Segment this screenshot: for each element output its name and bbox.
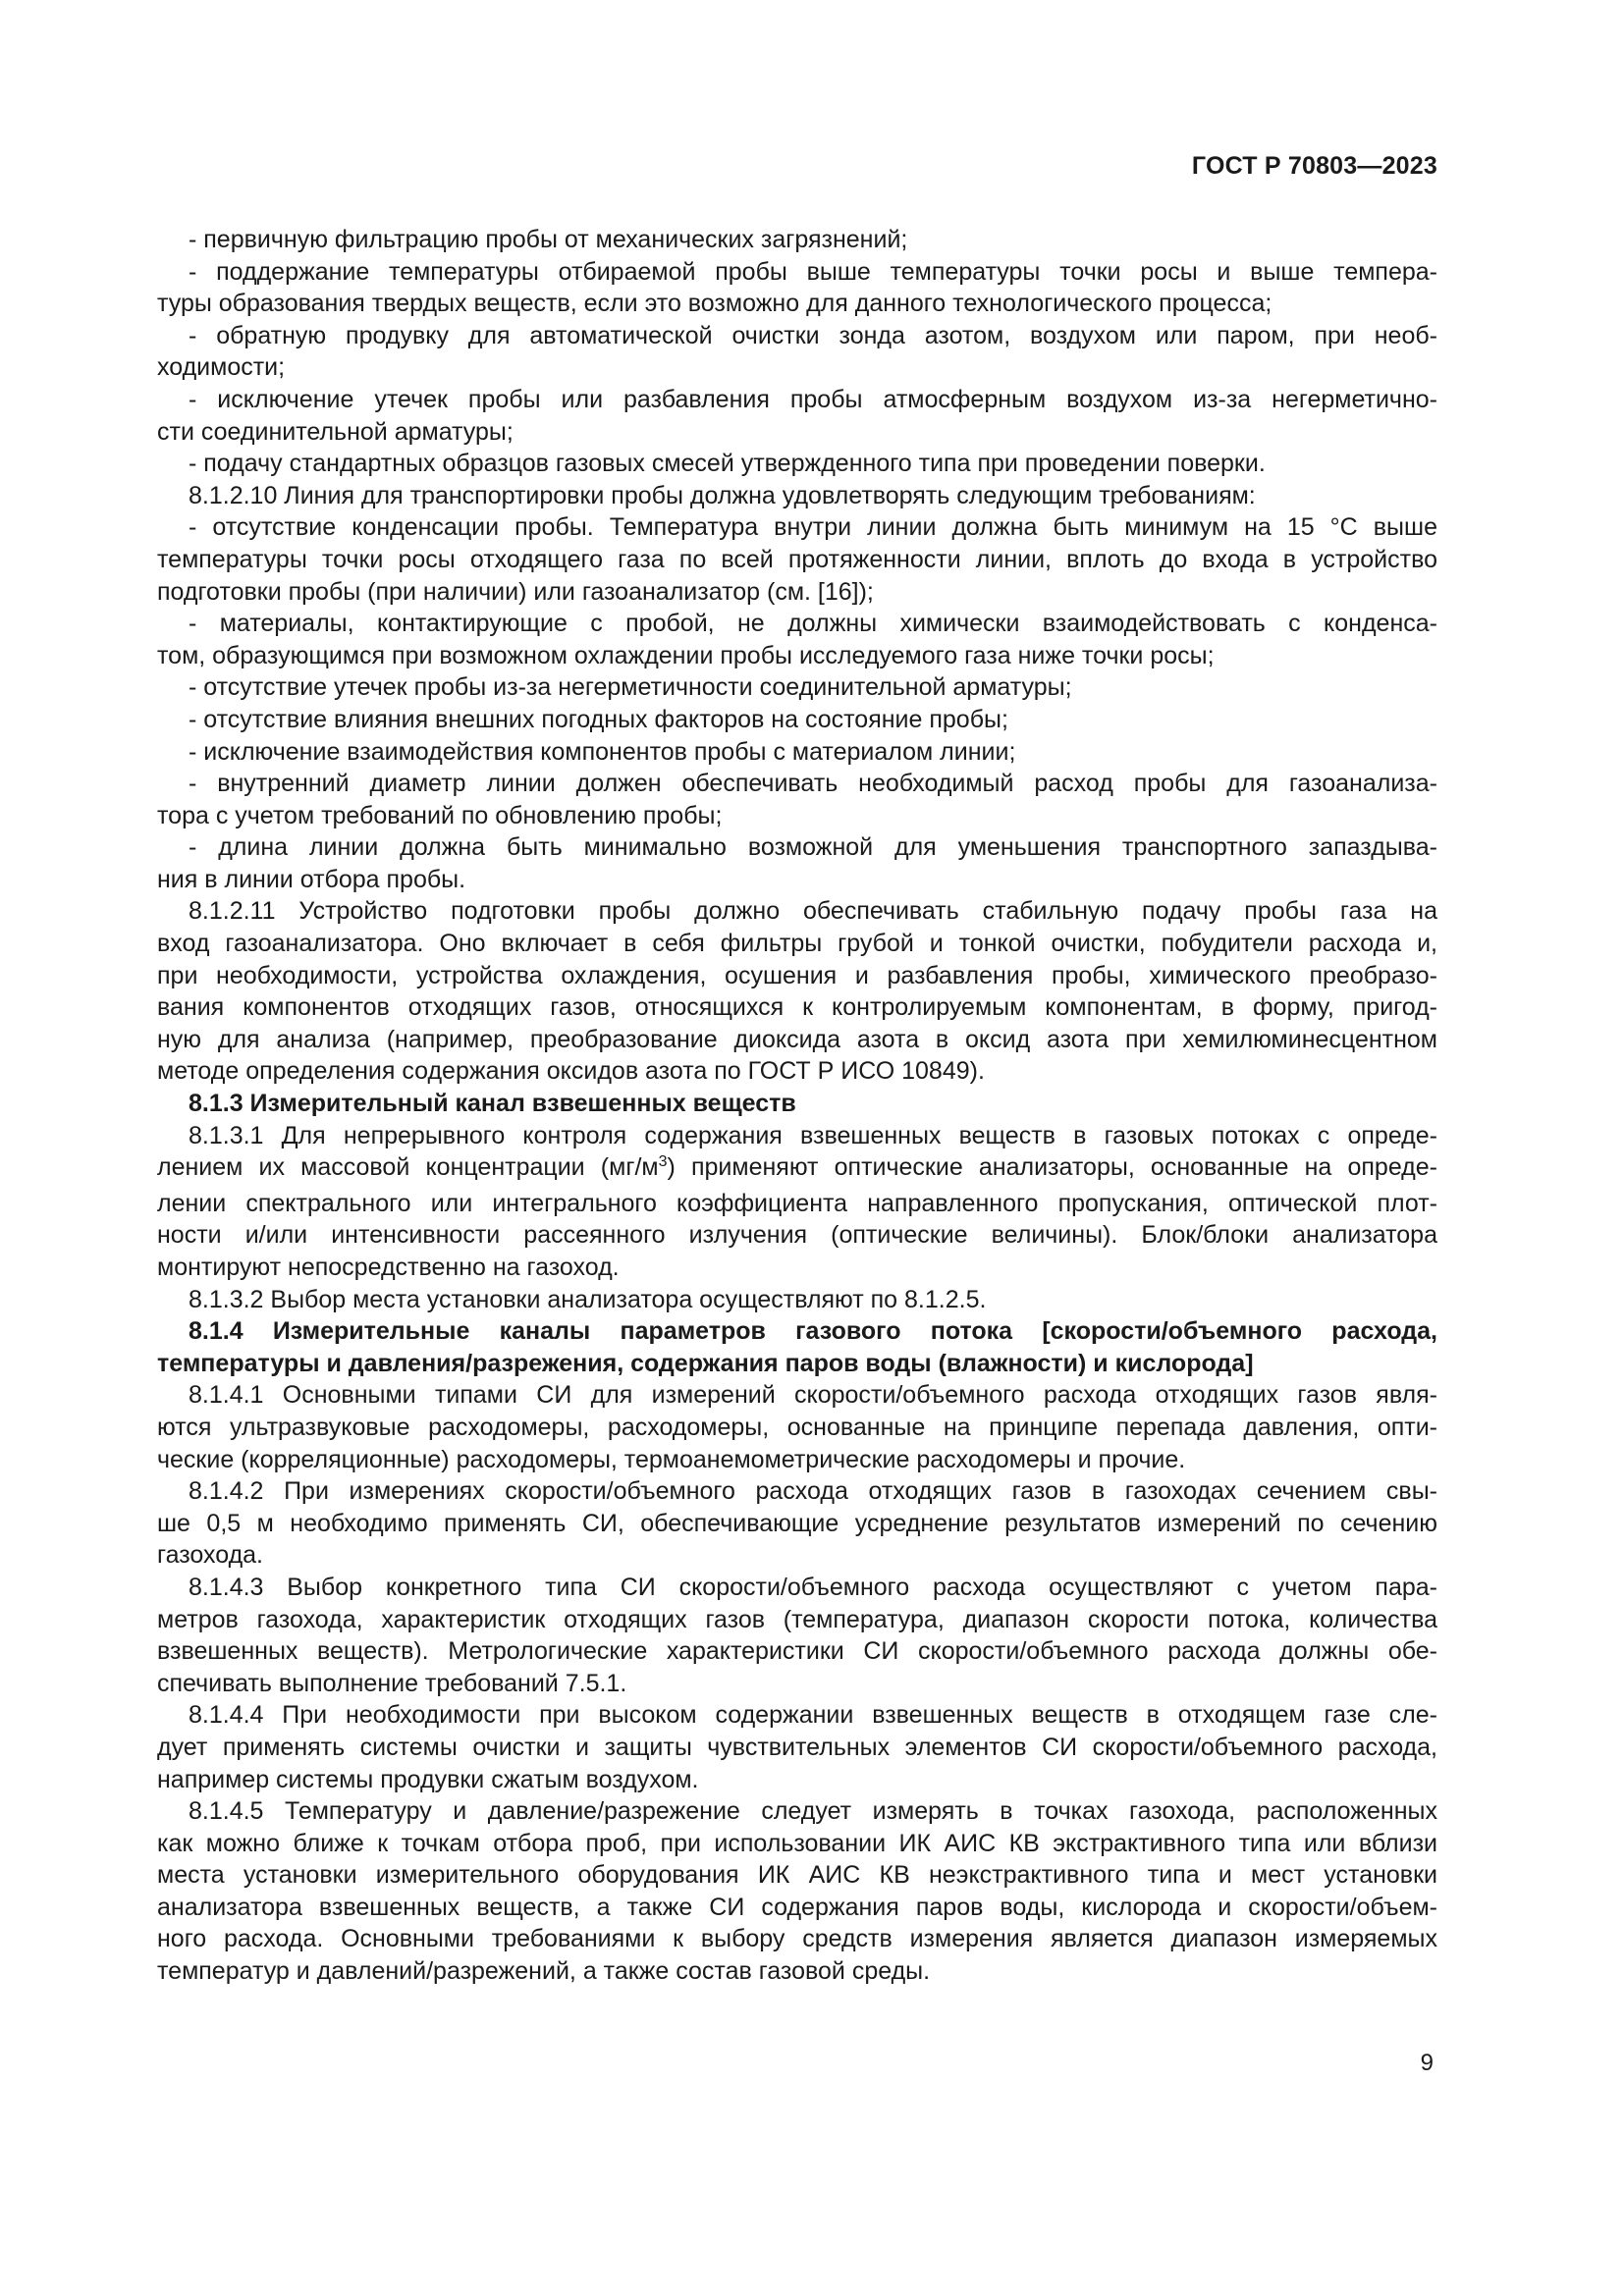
text-line: 8.1.4.1 Основными типами СИ для измерений скорости/объемного расхода отходящих газов явля- (189, 1381, 1437, 1410)
text-line: ную для анализа (например, преобразование диоксида азота в оксид азота при хемилюминесцентном (157, 1025, 1437, 1053)
text-line: ческие (корреляционные) расходомеры, термоанемометрические расходомеры и прочие. (157, 1445, 1186, 1473)
text-line: 8.1.2.10 Линия для транспортировки пробы должна удовлетворять следующим требованиям: (189, 481, 1256, 509)
text-line: ного расхода. Основными требованиями к выбору средств измерения является диапазон измеряемых (157, 1925, 1437, 1953)
text-line: 8.1.2.11 Устройство подготовки пробы должно обеспечивать стабильную подачу пробы газа на (189, 897, 1437, 926)
text-line: методе определения содержания оксидов азота по ГОСТ Р ИСО 10849). (157, 1057, 985, 1086)
text-line: - длина линии должна быть минимально возможной для уменьшения транспортного запаздыва- (189, 833, 1437, 862)
text-line: ния в линии отбора пробы. (157, 865, 466, 893)
page-number: 9 (1420, 2050, 1434, 2076)
text-line (157, 1151, 1437, 1188)
text-line: 8.1.4 Измерительные каналы параметров газового потока [скорости/объемного расхода, (189, 1317, 1437, 1346)
text-line: 8.1.3 Измерительный канал взвешенных веществ (189, 1090, 796, 1118)
text-line: 8.1.4.5 Температуру и давление/разрежение следует измерять в точках газохода, расположенных (189, 1797, 1437, 1826)
text-line: вания компонентов отходящих газов, относящихся к контролируемым компонентам, в форму, пригод- (157, 993, 1437, 1022)
text-run: лением их массовой концентрации (мг/м (157, 1153, 659, 1182)
text-line: метров газохода, характеристик отходящих газов (температура, диапазон скорости потока, количества (157, 1605, 1437, 1633)
text-line: - поддержание температуры отбираемой пробы выше температуры точки росы и выше темпера- (189, 257, 1437, 286)
text-line: - отсутствие конденсации пробы. Температура внутри линии должна быть минимум на 15 °С выше (189, 513, 1437, 542)
text-line: том, образующимся при возможном охлаждении пробы исследуемого газа ниже точки росы; (157, 641, 1215, 669)
text-line: например системы продувки сжатым воздухом. (157, 1765, 699, 1793)
text-line: температур и давлений/разрежений, а также состав газовой среды. (157, 1957, 931, 1986)
text-line: анализатора взвешенных веществ, а также СИ содержания паров воды, кислорода и скорости/объем- (157, 1893, 1437, 1921)
text-line: как можно ближе к точкам отбора проб, при использовании ИК АИС КВ экстрактивного типа или вблизи (157, 1829, 1437, 1857)
text-line: 8.1.4.4 При необходимости при высоком содержании взвешенных веществ в отходящем газе сле- (189, 1701, 1437, 1730)
document-body (157, 224, 1437, 1988)
text-line: температуры и давления/разрежения, содержания паров воды (влажности) и кислорода] (157, 1349, 1254, 1377)
text-line: сти соединительной арматуры; (157, 417, 514, 446)
text-line: спечивать выполнение требований 7.5.1. (157, 1669, 627, 1697)
text-run: ) применяют оптические анализаторы, основанные на опреде- (667, 1153, 1437, 1182)
text-line: 8.1.4.2 При измерениях скорости/объемного расхода отходящих газов в газоходах сечением свы- (189, 1477, 1437, 1506)
text-line: при необходимости, устройства охлаждения, осушения и разбавления пробы, химического преобразо- (157, 961, 1437, 989)
text-line: - отсутствие утечек пробы из-за негерметичности соединительной арматуры; (189, 673, 1072, 702)
text-line: ются ультразвуковые расходомеры, расходомеры, основанные на принципе перепада давления, опти- (157, 1413, 1437, 1441)
text-line: подготовки пробы (при наличии) или газоанализатор (см. [16]); (157, 577, 874, 606)
text-line: тора с учетом требований по обновлению пробы; (157, 801, 723, 829)
text-line: дует применять системы очистки и защиты чувствительных элементов СИ скорости/объемного расхода, (157, 1733, 1437, 1761)
text-line: взвешенных веществ). Метрологические характеристики СИ скорости/объемного расхода должны обе- (157, 1637, 1437, 1666)
text-line: места установки измерительного оборудования ИК АИС КВ неэкстрактивного типа и мест установки (157, 1861, 1437, 1890)
text-line: 8.1.3.2 Выбор места установки анализатора осуществляют по 8.1.2.5. (189, 1285, 987, 1313)
text-line: 8.1.4.3 Выбор конкретного типа СИ скорости/объемного расхода осуществляют с учетом пара- (189, 1573, 1437, 1601)
text-line: ности и/или интенсивности рассеянного излучения (оптические величины). Блок/блоки анализатора (157, 1221, 1437, 1250)
text-line: - первичную фильтрацию пробы от механических загрязнений; (189, 226, 908, 253)
text-line: - обратную продувку для автоматической очистки зонда азотом, воздухом или паром, при необ- (189, 321, 1437, 349)
text-line: - подачу стандартных образцов газовых смесей утвержденного типа при проведении поверки. (189, 450, 1266, 478)
text-line: 8.1.3.1 Для непрерывного контроля содержания взвешенных веществ в газовых потоках с опреде- (189, 1121, 1437, 1149)
text-line: вход газоанализатора. Оно включает в себя фильтры грубой и тонкой очистки, побудители расхода и, (157, 930, 1437, 958)
text-line: ше 0,5 м необходимо применять СИ, обеспечивающие усреднение результатов измерений по сечению (157, 1509, 1437, 1537)
text-line: туры образования твердых веществ, если это возможно для данного технологического процесса; (157, 290, 1272, 318)
superscript: 3 (658, 1153, 668, 1171)
text-line: температуры точки росы отходящего газа по всей протяженности линии, вплоть до входа в устройство (157, 545, 1437, 573)
document-header: ГОСТ Р 70803—2023 (1191, 152, 1437, 180)
text-line: - исключение утечек пробы или разбавления пробы атмосферным воздухом из-за негерметично- (189, 385, 1437, 413)
text-line: монтируют непосредственно на газоход. (157, 1254, 620, 1281)
text-line: лении спектрального или интегрального коэффициента направленного пропускания, оптической плот- (157, 1189, 1437, 1217)
text-line: - внутренний диаметр линии должен обеспечивать необходимый расход пробы для газоанализа- (189, 770, 1437, 798)
text-line: газохода. (157, 1541, 264, 1570)
text-line: - отсутствие влияния внешних погодных факторов на состояние пробы; (189, 705, 1008, 733)
text-line: - материалы, контактирующие с пробой, не должны химически взаимодействовать с конденса- (189, 610, 1437, 638)
text-line: - исключение взаимодействия компонентов пробы с материалом линии; (189, 737, 1016, 766)
text-line: ходимости; (157, 353, 286, 382)
